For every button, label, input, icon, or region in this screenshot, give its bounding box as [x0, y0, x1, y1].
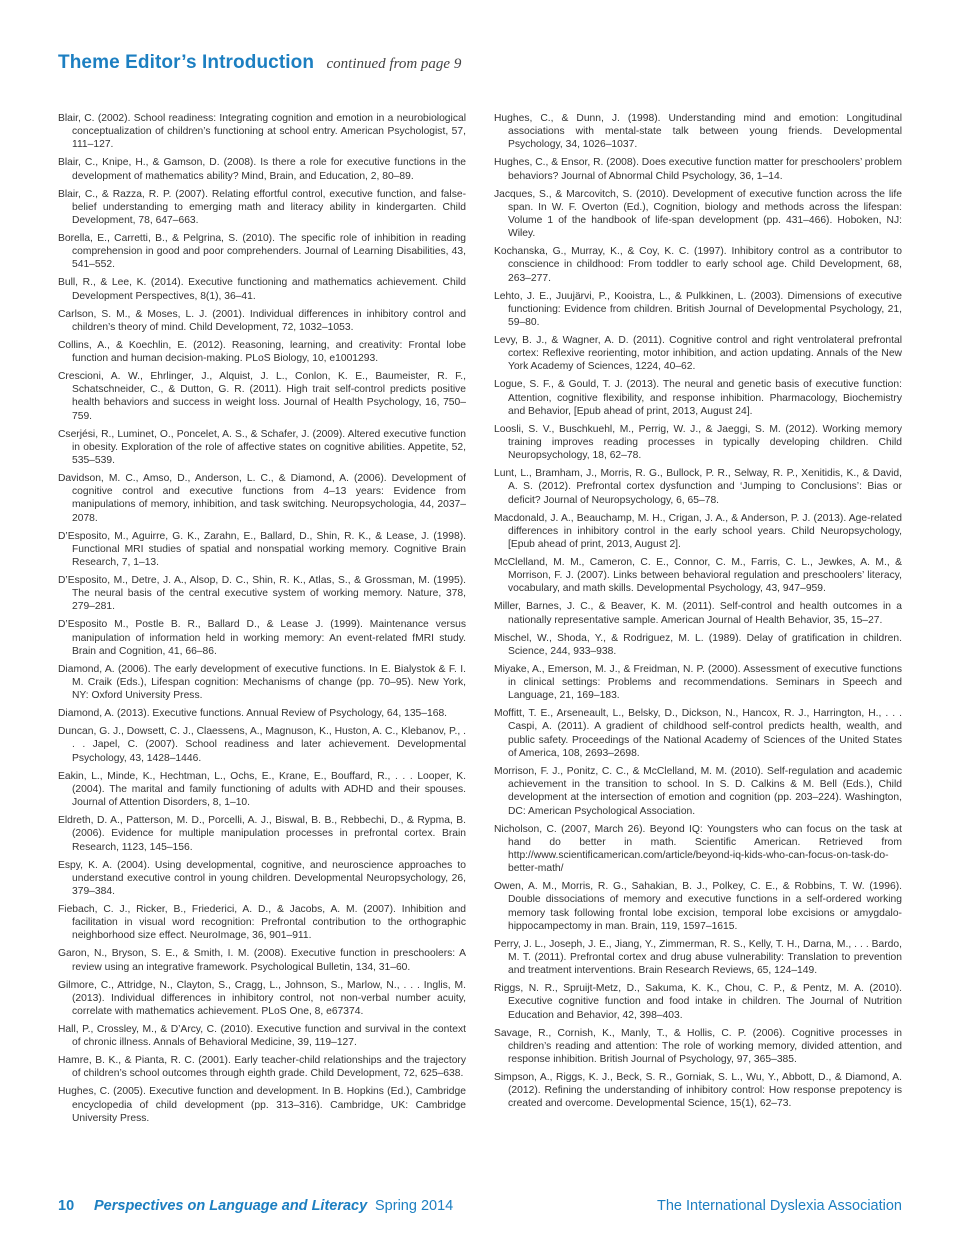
reference-entry: D’Esposito M., Postle B. R., Ballard D., & Lease J. (1999). Maintenance versus manipulation of information held in working memory: An event-related fMRI study. Brain and Cognition, 41, 66–86. — [58, 619, 466, 657]
reference-entry: Carlson, S. M., & Moses, L. J. (2001). Individual differences in inhibitory control and children’s theory of mind. Child Development, 72, 1032–1053. — [58, 308, 466, 333]
reference-entry: Eldreth, D. A., Patterson, M. D., Porcelli, A. J., Biswal, B. B., Rebbechi, D., & Rypma, B. (2006). Evidence for multiple manipulation processes in prefrontal cortex. Brain Research, 1123, 145–156. — [58, 815, 466, 853]
reference-entry: D’Esposito, M., Aguirre, G. K., Zarahn, E., Ballard, D., Shin, R. K., & Lease, J. (1998). Functional MRI studies of spatial and nonspatial working memory. Cognitive Brain Research, 7, 1–13. — [58, 530, 466, 569]
reference-entry: Eakin, L., Minde, K., Hechtman, L., Ochs, E., Krane, E., Bouffard, R., . . . Looper, K. (2004). The marital and family functioning of adults with ADHD and their spouses. Journal of Attention Disorders, 8, 1–10. — [58, 770, 466, 809]
reference-entry: Blair, C., Knipe, H., & Gamson, D. (2008). Is there a role for executive functions in the development of mathematics ability? Mind, Brain, and Education, 2, 80–89. — [58, 157, 466, 182]
reference-entry: Collins, A., & Koechlin, E. (2012). Reasoning, learning, and creativity: Frontal lobe function and human decision-making. PLoS Biology, 10, e1001293. — [58, 339, 466, 365]
reference-entry: Davidson, M. C., Amso, D., Anderson, L. C., & Diamond, A. (2006). Development of cognitive control and executive functions from 4–13 years: Evidence from manipulations of memory, inhibition, and task switching. Neuropsychologia, 44, 2037–2078. — [58, 473, 466, 524]
reference-entry: Lunt, L., Bramham, J., Morris, R. G., Bullock, P. R., Selway, R. P., Xenitidis, K., & David, A. S. (2012). Prefrontal cortex dysfunction and ‘Jumping to Conclusions’: Bias or deficit? Journal of Neuropsychology, 6, 65–78. — [494, 468, 902, 506]
page-number: 10 — [58, 1198, 75, 1214]
section-title: Theme Editor’s Introduction — [58, 52, 315, 73]
reference-entry: Miyake, A., Emerson, M. J., & Freidman, N. P. (2000). Assessment of executive functions in clinical settings: Problems and recommendations. Seminars in Speech and Language, 21, 169–183. — [494, 663, 902, 702]
page-header — [58, 52, 461, 74]
reference-entry: Cserjési, R., Luminet, O., Poncelet, A. S., & Schafer, J. (2009). Altered executive function in obesity. Exploration of the role of affective states on cognitive abilities. Appetite, 52, 535–539. — [58, 428, 466, 467]
reference-entry: Hughes, C., & Dunn, J. (1998). Understanding mind and emotion: Longitudinal associations with mental-state talk between young friends. Developmental Psychology, 34, 1026–1037. — [494, 113, 902, 151]
reference-entry: Fiebach, C. J., Ricker, B., Friederici, A. D., & Jacobs, A. M. (2007). Inhibition and facilitation in visual word recognition: Prefrontal contribution to the orthographic neighborhood size effect. NeuroImage, 36, 901–911. — [58, 903, 466, 942]
reference-entry: Lehto, J. E., Juujärvi, P., Kooistra, L., & Pulkkinen, L. (2003). Dimensions of executive functioning: Evidence from children. British Journal of Developmental Psychology, 21, 59–80. — [494, 290, 902, 329]
reference-entry: Diamond, A. (2006). The early development of executive functions. In E. Bialystok & F. I. M. Craik (Eds.), Lifespan cognition: Mechanisms of change (pp. 70–95). New York, NY: Oxford University Press. — [58, 663, 466, 702]
reference-entry: Crescioni, A. W., Ehrlinger, J., Alquist, J. L., Conlon, K. E., Baumeister, R. F., Schatschneider, C., & Dutton, G. R. (2011). High trait self-control predicts positive health behaviors and success in weight loss. Journal of Health Psychology, 16, 750–759. — [58, 371, 466, 422]
reference-entry: Moffitt, T. E., Arseneault, L., Belsky, D., Dickson, N., Hancox, R. J., Harrington, H., . . . Caspi, A. (2011). A gradient of childhood self-control predicts health, wealth, and public safety. Proceedings of the National Academy of Sciences of the United States of America, 108, 2693–2698. — [494, 708, 902, 759]
reference-entry: Hall, P., Crossley, M., & D’Arcy, C. (2010). Executive function and survival in the context of chronic illness. Annals of Behavioral Medicine, 39, 119–127. — [58, 1023, 466, 1049]
organization-name: The International Dyslexia Association — [656, 1198, 902, 1214]
reference-entry: Kochanska, G., Murray, K., & Coy, K. C. (1997). Inhibitory control as a contributor to conscience in childhood: From toddler to early school age. Child Development, 68, 263–277. — [494, 246, 902, 284]
reference-entry: Macdonald, J. A., Beauchamp, M. H., Crigan, J. A., & Anderson, P. J. (2013). Age-related differences in inhibitory control in the early school years. Child Neuropsychology, [Epub ahead of print, 2013, August 2]. — [494, 512, 902, 551]
reference-entry: Mischel, W., Shoda, Y., & Rodriguez, M. L. (1989). Delay of gratification in children. Science, 244, 933–938. — [494, 632, 902, 657]
reference-entry: Perry, J. L., Joseph, J. E., Jiang, Y., Zimmerman, R. S., Kelly, T. H., Darna, M., . . . Bardo, M. T. (2011). Prefrontal cortex and drug abuse vulnerability: Translation to prevention and treatment interventions. Brain Research Reviews, 65, 124–149. — [494, 938, 902, 977]
reference-entry: McClelland, M. M., Cameron, C. E., Connor, C. M., Farris, C. L., Jewkes, A. M., & Morrison, F. J. (2007). Links between behavioral regulation and preschoolers’ literacy, vocabulary, and math skills. Developmental Psychology, 43, 947–959. — [494, 557, 902, 595]
reference-entry: Garon, N., Bryson, S. E., & Smith, I. M. (2008). Executive function in preschoolers: A review using an integrative framework. Psychological Bulletin, 134, 31–60. — [58, 948, 466, 973]
reference-entry: Borella, E., Carretti, B., & Pelgrina, S. (2010). The specific role of inhibition in reading comprehension in good and poor comprehenders. Journal of Learning Disabilities, 43, 541–552. — [58, 233, 466, 271]
reference-entry: Duncan, G. J., Dowsett, C. J., Claessens, A., Magnuson, K., Huston, A. C., Klebanov, P., . . . Japel, C. (2007). School readiness and later achievement. Developmental Psychology, 43, 1428–1446. — [58, 726, 466, 764]
reference-entry: Hughes, C., & Ensor, R. (2008). Does executive function matter for preschoolers’ problem behaviors? Journal of Abnormal Child Psychology, 36, 1–14. — [494, 157, 902, 182]
issue-season: Spring 2014 — [375, 1198, 454, 1214]
references-right-column — [494, 112, 902, 1115]
reference-entry: Owen, A. M., Morris, R. G., Sahakian, B. J., Polkey, C. E., & Robbins, T. W. (1996). Double dissociations of memory and executive functions in a self-ordered working memory task following frontal lobe excision, temporal lobe excisions or amygdalo-hippocampectomy in man. Brain, 119, 1597–1615. — [494, 881, 902, 932]
reference-entry: Bull, R., & Lee, K. (2014). Executive functioning and mathematics achievement. Child Development Perspectives, 8(1), 36–41. — [58, 277, 466, 302]
reference-entry: Espy, K. A. (2004). Using developmental, cognitive, and neuroscience approaches to understand executive control in young children. Developmental Neuropsychology, 26, 379–384. — [58, 859, 466, 897]
continued-note: continued from page 9 — [326, 56, 462, 72]
reference-entry: Hughes, C. (2005). Executive function and development. In B. Hopkins (Ed.), Cambridge encyclopedia of child development (pp. 313–316). Cambridge, UK: Cambridge University Press. — [58, 1086, 466, 1124]
reference-entry: Morrison, F. J., Ponitz, C. C., & McClelland, M. M. (2010). Self-regulation and academic achievement in the transition to school. In S. D. Calkins & M. Bell (Eds.), Child development at the intersection of emotion and cognition (pp. 203–224). Washington, DC: American Psychological Association. — [494, 765, 902, 817]
reference-entry: Hamre, B. K., & Pianta, R. C. (2001). Early teacher-child relationships and the trajectory of children’s school outcomes through eighth grade. Child Development, 72, 625–638. — [58, 1055, 466, 1080]
reference-entry: Savage, R., Cornish, K., Manly, T., & Hollis, C. P. (2006). Cognitive processes in children’s reading and attention: The role of working memory, divided attention, and response inhibition. British Journal of Psychology, 97, 365–385. — [494, 1027, 902, 1065]
reference-entry: Levy, B. J., & Wagner, A. D. (2011). Cognitive control and right ventrolateral prefrontal cortex: Reflexive reorienting, motor inhibition, and action updating. Annals of the New York Academy of Sciences, 1224, 40–62. — [494, 335, 902, 373]
reference-entry: Miller, Barnes, J. C., & Beaver, K. M. (2011). Self-control and health outcomes in a nationally representative sample. American Journal of Health Behavior, 35, 15–27. — [494, 601, 902, 626]
reference-entry: Simpson, A., Riggs, K. J., Beck, S. R., Gorniak, S. L., Wu, Y., Abbott, D., & Diamond, A. (2012). Refining the understanding of inhibitory control: How response prepotency is created and overcome. Developmental Science, 15(1), 62–73. — [494, 1071, 902, 1110]
reference-entry: Loosli, S. V., Buschkuehl, M., Perrig, W. J., & Jaeggi, S. M. (2012). Working memory training improves reading processes in typically developing children. Child Neuropsychology, 18, 62–78. — [494, 423, 902, 462]
references-left-column — [58, 112, 466, 1130]
reference-entry: Riggs, N. R., Spruijt-Metz, D., Sakuma, K. K., Chou, C. P., & Pentz, M. A. (2010). Executive cognitive function and food intake in children. The Journal of Nutrition Education and Behavior, 42, 398–403. — [494, 983, 902, 1021]
reference-entry: Logue, S. F., & Gould, T. J. (2013). The neural and genetic basis of executive function: Attention, cognitive flexibility, and response inhibition. Pharmacology, Biochemistry and Behavior, [Epub ahead of print, 2013, August 24]. — [494, 379, 902, 417]
reference-entry: Blair, C., & Razza, R. P. (2007). Relating effortful control, executive function, and false-belief understanding to emerging math and literacy ability in kindergarten. Child Development, 78, 647–663. — [58, 188, 466, 227]
reference-entry: D’Esposito, M., Detre, J. A., Alsop, D. C., Shin, R. K., Atlas, S., & Grossman, M. (1995). The neural basis of the central executive system of working memory. Nature, 378, 279–281. — [58, 575, 466, 613]
page-footer — [58, 1198, 902, 1218]
reference-entry: Diamond, A. (2013). Executive functions. Annual Review of Psychology, 64, 135–168. — [58, 708, 448, 720]
reference-entry: Jacques, S., & Marcovitch, S. (2010). Development of executive function across the life span. In W. F. Overton (Ed.), Cognition, biology and methods across the lifespan: Volume 1 of the handbook of life-span development (pp. 431–466). Hoboken, NJ: Wiley. — [494, 188, 902, 240]
reference-entry: Nicholson, C. (2007, March 26). Beyond IQ: Youngsters who can focus on the task at hand do better in math. Scientific American. Retrieved from http://www.scientificamerican.com/article/beyond-iq-kids-who-can-focus-on-task-do-better-math/ — [494, 823, 902, 875]
reference-entry: Blair, C. (2002). School readiness: Integrating cognition and emotion in a neurobiological conceptualization of children’s functioning at school entry. American Psychologist, 57, 111–127. — [58, 113, 466, 151]
reference-entry: Gilmore, C., Attridge, N., Clayton, S., Cragg, L., Johnson, S., Marlow, N., . . . Inglis, M. (2013). Individual differences in inhibitory control, not non-verbal number acuity, correlate with mathematics achievement. PLoS One, 8, e67374. — [58, 979, 466, 1017]
journal-title: Perspectives on Language and Literacy — [94, 1198, 368, 1214]
